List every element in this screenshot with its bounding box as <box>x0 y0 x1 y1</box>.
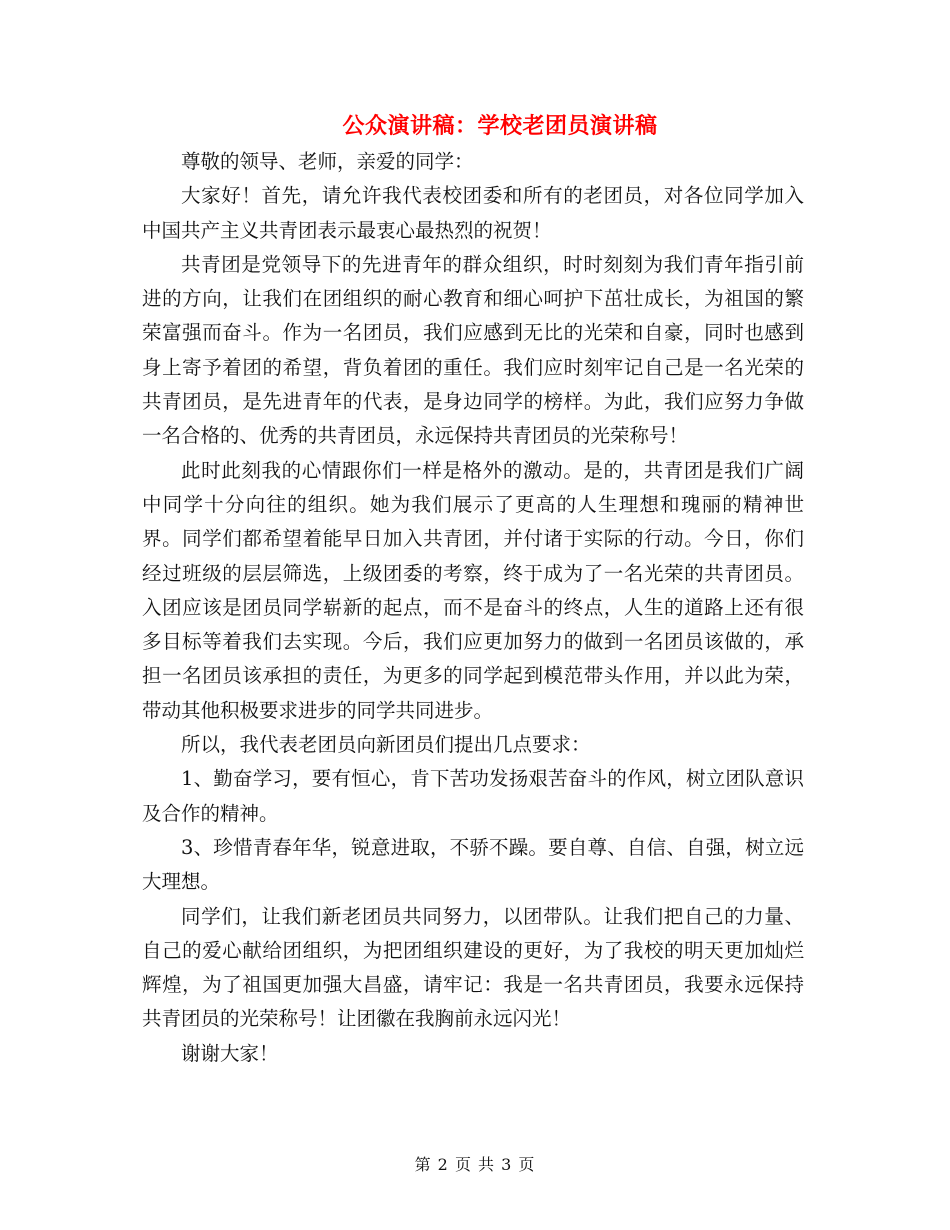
requirement-item: 1、勤奋学习，要有恒心，肯下苦功发扬艰苦奋斗的作风，树立团队意识及合作的精神。 <box>142 767 804 825</box>
thanks-paragraph: 谢谢大家！ <box>181 1041 279 1065</box>
body-paragraph: 共青团是党领导下的先进青年的群众组织，时时刻刻为我们青年指引前进的方向，让我们在团组织的耐心教育和细心呵护下茁壮成长，为祖国的繁荣富强而奋斗。作为一名团员，我们应感到无比的光荣和自豪，同时也感到身上寄予着团的希望，背负着团的重任。我们应时刻牢记自己是一名光荣的共青团员，是先进青年的代表，是身边同学的榜样。为此，我们应努力争做一名合格的、优秀的共青团员，永远保持共青团员的光荣称号！ <box>142 252 804 448</box>
document-title: 公众演讲稿：学校老团员演讲稿 <box>342 113 658 139</box>
body-paragraph: 此时此刻我的心情跟你们一样是格外的激动。是的，共青团是我们广阔中同学十分向往的组织。她为我们展示了更高的人生理想和瑰丽的精神世界。同学们都希望着能早日加入共青团，并付诸于实际的行动。今日，你们经过班级的层层筛选，上级团委的考察，终于成为了一名光荣的共青团员。入团应该是团员同学崭新的起点，而不是奋斗的终点，人生的道路上还有很多目标等着我们去实现。今后，我们应更加努力的做到一名团员该做的，承担一名团员该承担的责任，为更多的同学起到模范带头作用，并以此为荣，带动其他积极要求进步的同学共同进步。 <box>142 458 804 722</box>
requirement-item: 3、珍惜青春年华，锐意进取，不骄不躁。要自尊、自信、自强，树立远大理想。 <box>142 835 804 894</box>
salutation-paragraph: 尊敬的领导、老师，亲爱的同学： <box>181 150 474 173</box>
closing-paragraph: 同学们，让我们新老团员共同努力，以团带队。让我们把自己的力量、自己的爱心献给团组织，为把团组织建设的更好，为了我校的明天更加灿烂辉煌，为了祖国更加强大昌盛，请牢记：我是一名共青团员，我要永远保持共青团员的光荣称号！让团徽在我胸前永远闪光！ <box>142 904 804 1031</box>
document-body <box>142 145 804 1071</box>
body-paragraph: 所以，我代表老团员向新团员们提出几点要求： <box>181 733 591 757</box>
page-number-footer: 第 2 页 共 3 页 <box>414 1155 536 1174</box>
greeting-paragraph: 大家好！首先，请允许我代表校团委和所有的老团员，对各位同学加入中国共产主义共青团表示最衷心最热烈的祝贺！ <box>142 184 804 242</box>
